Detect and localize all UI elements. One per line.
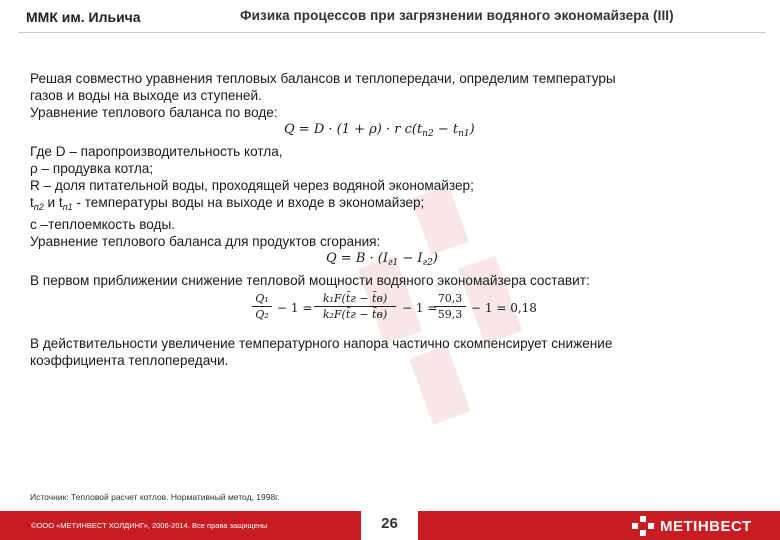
logo-wordmark: МЕТІНВЕСТ xyxy=(660,518,752,535)
text-line: коэффициента теплопередачи. xyxy=(30,353,229,368)
text-line: Уравнение теплового баланса по воде: xyxy=(30,105,278,120)
text-line: В первом приближении снижение тепловой мощности водяного экономайзера составит: xyxy=(30,273,590,288)
formula-power-ratio xyxy=(30,291,750,329)
ratio-lhs-fraction: $\frac{\text{Q₁}}{\text{Q₂}}$ xyxy=(252,291,272,322)
text-line: Решая совместно уравнения тепловых балансов и теплопередачи, определим температуры xyxy=(30,71,616,86)
text-line: $t_{п2}$ и $t_{п1}$ - температуры воды на выходе и входе в экономайзер; xyxy=(30,195,425,212)
slide-title: Физика процессов при загрязнении водяного экономайзера (III) xyxy=(240,8,674,23)
metinvest-logo-icon xyxy=(632,516,654,536)
source-note: Источник: Тепловой расчет котлов. Нормативный метод, 1998г. xyxy=(30,492,280,502)
text-line: ρ – продувка котла; xyxy=(30,161,154,176)
text-line: В действительности увеличение температурного напора частично скомпенсирует снижение xyxy=(30,336,613,351)
text-line: газов и воды на выходе из ступеней. xyxy=(30,88,262,103)
formula-gas-balance: $Q = B \cdot (I_{г1} - I_{г2})$ xyxy=(326,251,438,268)
metinvest-logo xyxy=(632,516,772,536)
text-line: Уравнение теплового баланса для продуктов сгорания: xyxy=(30,234,381,249)
ratio-op: − 1 = xyxy=(277,301,313,315)
ratio-result: − 1 = 0,18 xyxy=(471,301,537,315)
page-number: 26 xyxy=(381,515,398,532)
ratio-middle-fraction: k₁F(t̄г − t̄в) k₂F(t̄г − t̄в) xyxy=(314,291,396,322)
ratio-op: − 1 = xyxy=(402,301,438,315)
page-number-box xyxy=(361,511,418,540)
slide-footer xyxy=(0,511,780,540)
ratio-value-fraction: $\frac{70,3}{59,3}$ xyxy=(434,291,466,322)
header-divider xyxy=(18,32,766,33)
slide-header xyxy=(0,0,780,40)
text-line: R – доля питательной воды, проходящей через водяной экономайзер; xyxy=(30,178,474,193)
formula-water-balance: Q = D · (1 + ρ) · r $c(t_{п2} - t_{п1})$ xyxy=(284,122,475,139)
text-line: с –теплоемкость воды. xyxy=(30,217,176,232)
copyright-text: ©ООО «МЕТИНВЕСТ ХОЛДИНГ», 2006-2014. Все права защищены xyxy=(31,521,268,530)
organization-name: ММК им. Ильича xyxy=(26,9,141,25)
text-line: Где D – паропроизводительность котла, xyxy=(30,144,283,159)
slide-body xyxy=(30,70,750,369)
